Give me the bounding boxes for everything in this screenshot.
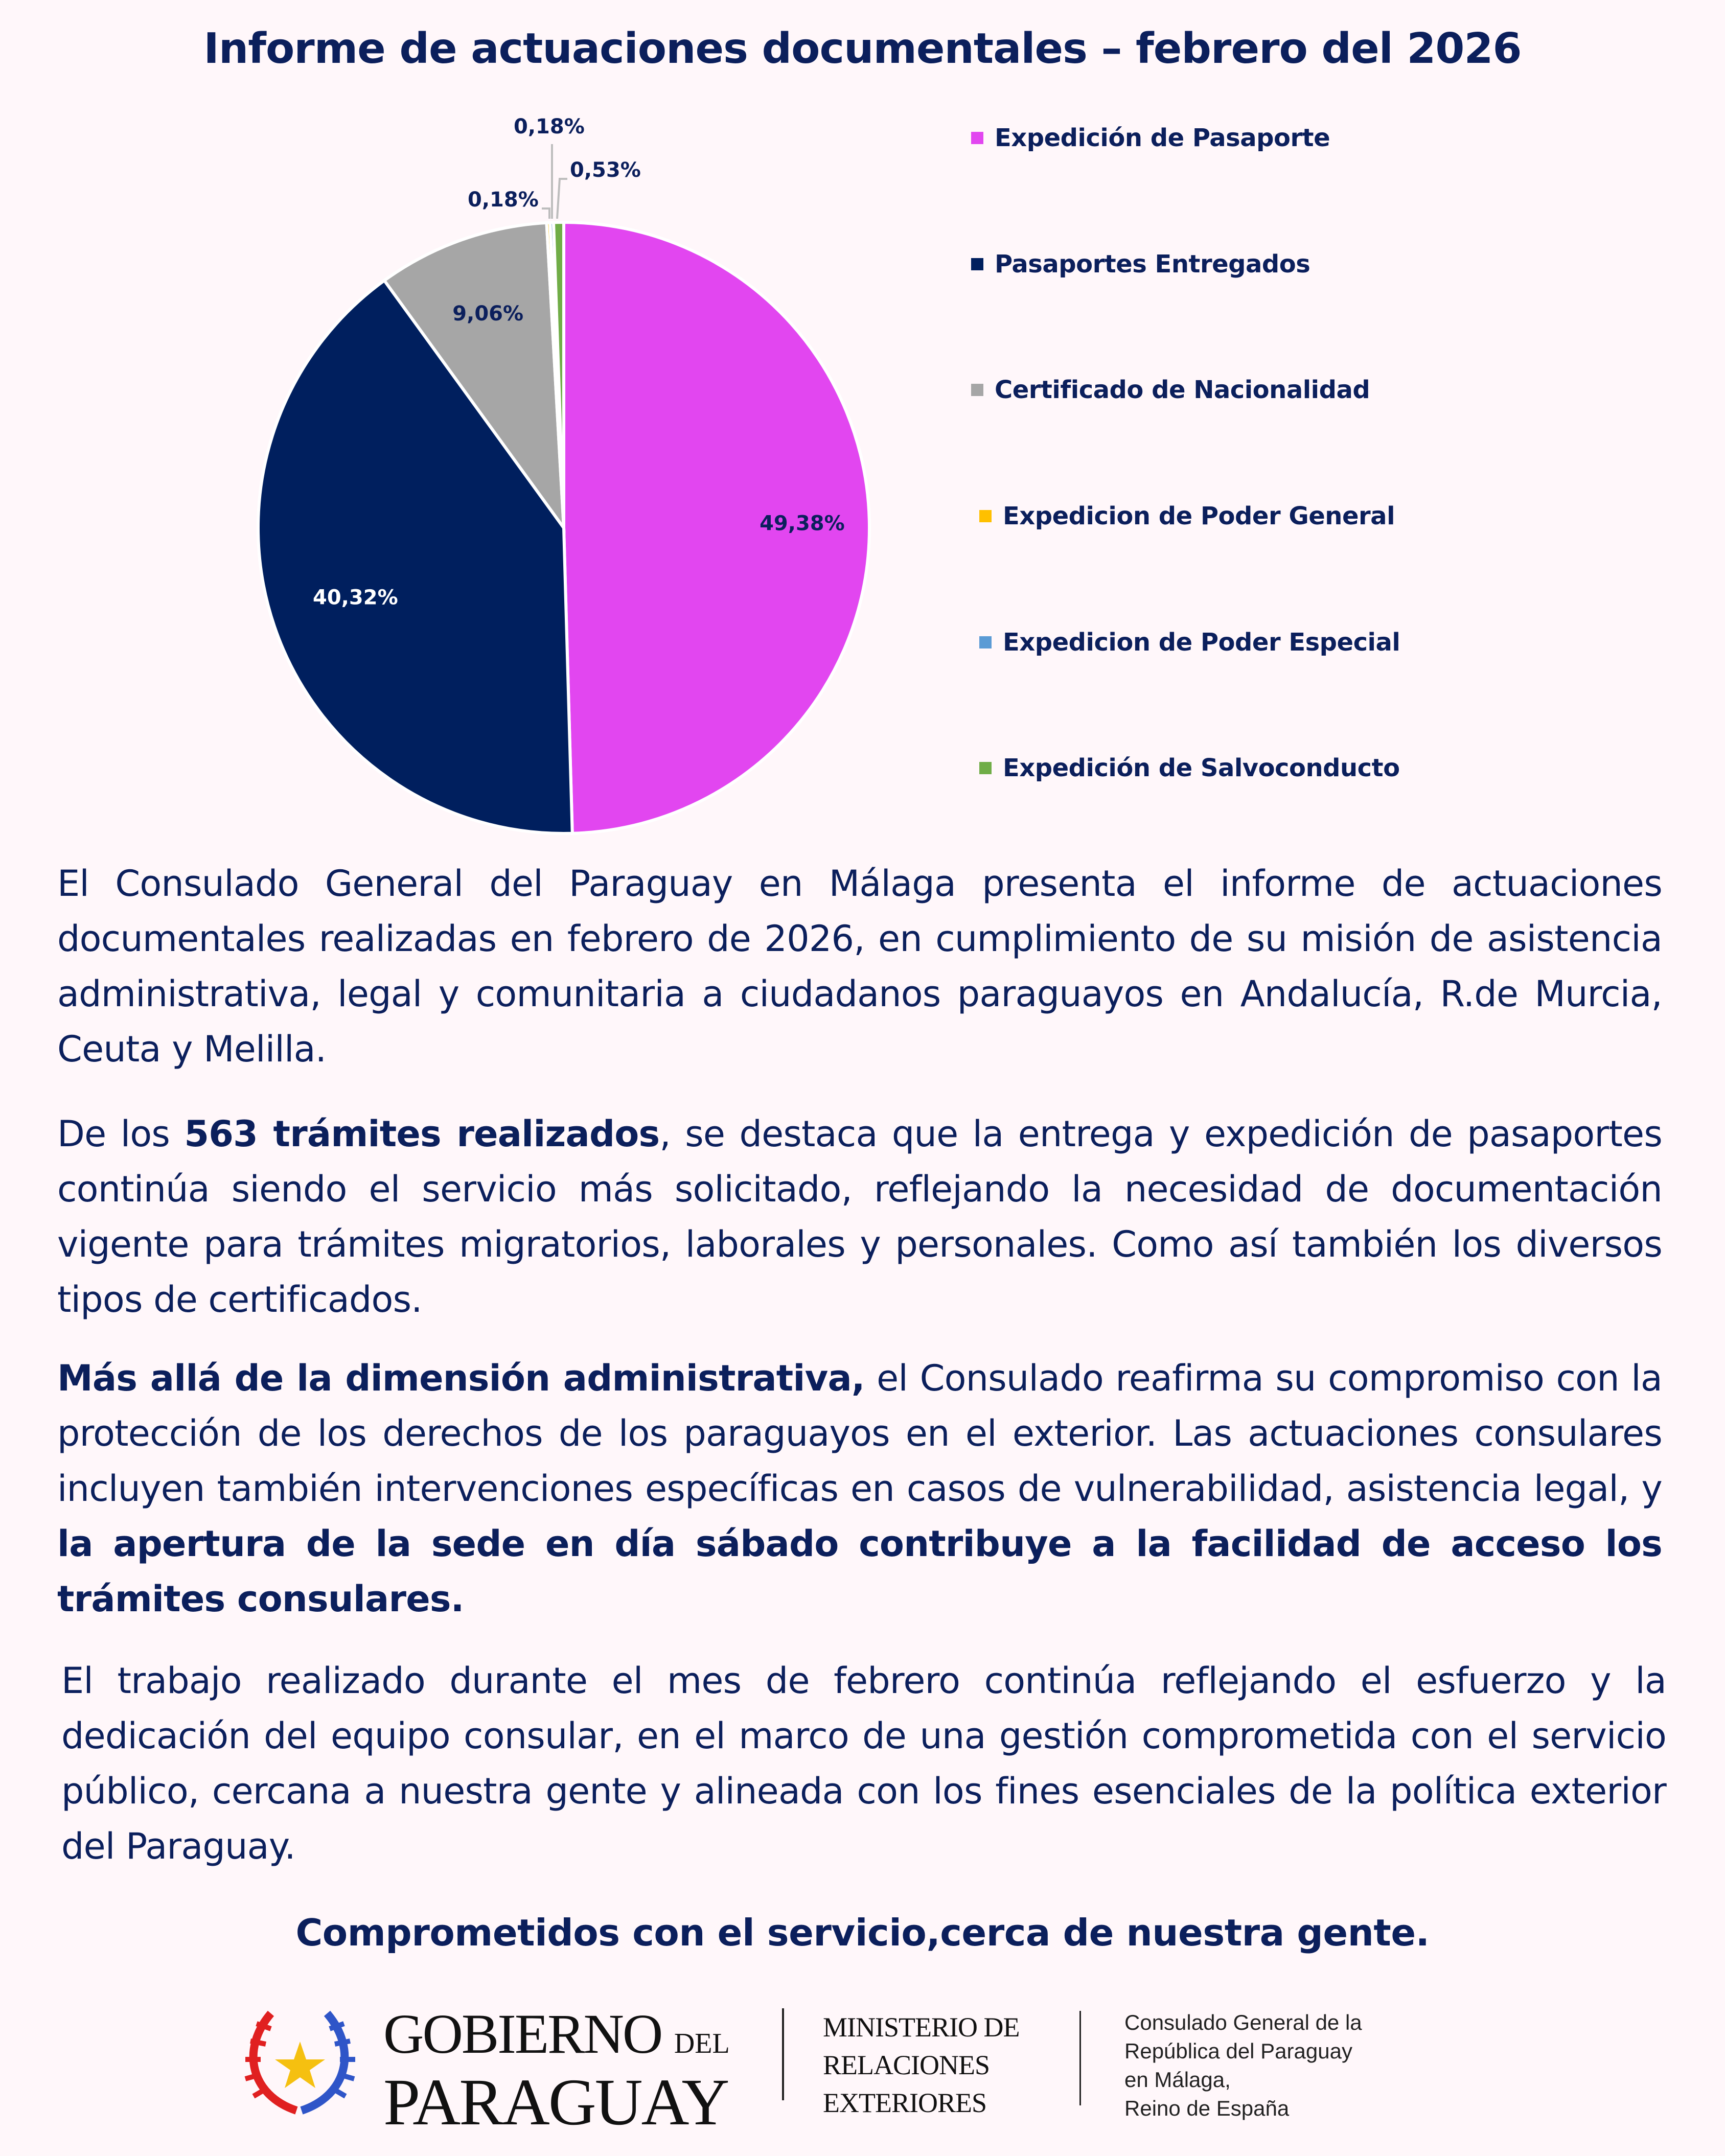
footer-logos [235, 1993, 1462, 2139]
legend-item-expedicion-de-poder-especial [979, 622, 1400, 663]
legend-label: Certificado de Nacionalidad [995, 376, 1370, 404]
leader-line [557, 179, 567, 219]
leader-line [542, 208, 549, 219]
consulate-line: Reino de España [1124, 2096, 1290, 2120]
coat-of-arms-logo [235, 2003, 368, 2121]
legend-swatch [979, 510, 992, 522]
legend-swatch [971, 258, 983, 270]
star-icon [275, 2042, 325, 2088]
data-label-certificado-de-nacionalidad: 9,06% [452, 302, 524, 326]
wordmark-paraguay: PARAGUAY [383, 2066, 728, 2139]
legend-item-pasaportes-entregados [971, 244, 1310, 285]
motto: Comprometidos con el servicio,cerca de nuestra gente. [295, 1911, 1430, 1954]
rights-highlight: Más allá de la dimensión administrativa, [57, 1357, 865, 1399]
data-label-pasaportes-entregados: 40,32% [313, 586, 398, 610]
data-label-expedicion-de-poder-general: 0,18% [468, 188, 539, 212]
legend-swatch [979, 762, 992, 774]
legend-label: Expedicion de Poder General [1003, 502, 1395, 530]
paragraph-closing: El trabajo realizado durante el mes de febrero continúa reflejando el esfuerzo y la dedicación del equipo consular, en el marco de una gestión comprometida con el servicio público, cercana a nuestra gente y alineada con los fines esenciales de la política exterior del Paraguay. [61, 1660, 1666, 1867]
consulate-line: Consulado General de la [1124, 2010, 1362, 2034]
rights-text: el Consulado reafirma su compromiso con la protección de los derechos de los paraguayos en el exterior. Las actuaciones consulares incluyen también intervenciones específicas en casos de vulnerabilidad, asistencia legal, y [57, 1357, 1663, 1510]
divider [782, 2008, 784, 2100]
legend-item-certificado-de-nacionalidad [971, 369, 1370, 410]
legend-item-expedicion-de-pasaporte [971, 118, 1330, 158]
legend-swatch [971, 132, 983, 144]
legend-item-expedicion-de-salvoconducto [979, 748, 1400, 789]
wordmark-gobierno: GOBIERNO [383, 2003, 662, 2065]
paragraph-summary [57, 1106, 1662, 1327]
legend-label: Pasaportes Entregados [995, 250, 1310, 279]
legend-label: Expedición de Salvoconducto [1003, 754, 1400, 782]
consulate-address [1124, 2008, 1362, 2123]
data-label-expedicion-de-pasaporte: 49,38% [760, 512, 845, 536]
ministry-wordmark [823, 2008, 1019, 2122]
summary-text-rest: , se destaca que la entrega y expedición de pasaportes continúa siendo el servicio más solicitado, reflejando la necesidad de documentación vigente para trámites migratorios, laborales y personales. Como así también los diversos tipos de certificados. [57, 1113, 1662, 1320]
data-label-expedicion-de-salvoconducto: 0,53% [570, 158, 641, 182]
legend-label: Expedición de Pasaporte [995, 124, 1330, 152]
consulate-line: en Málaga, [1124, 2068, 1231, 2092]
legend-swatch [979, 636, 992, 648]
wordmark-del: DEL [674, 2028, 730, 2059]
divider [1079, 2011, 1081, 2105]
ministry-line: EXTERIORES [823, 2088, 986, 2118]
legend-item-expedicion-de-poder-general [979, 496, 1395, 537]
data-label-expedicion-de-poder-especial: 0,18% [514, 115, 585, 138]
ministry-line: MINISTERIO DE [823, 2012, 1020, 2043]
saturday-highlight: la apertura de la sede en día sábado contribuye a la facilidad de acceso los trámites consulares. [57, 1523, 1662, 1620]
paragraph-intro: El Consulado General del Paraguay en Málaga presenta el informe de actuaciones documentales realizadas en febrero de 2026, en cumplimiento de su misión de asistencia administrativa, legal y comunitaria a ciudadanos paraguayos en Andalucía, R.de Murcia, Ceuta y Melilla. [57, 863, 1662, 1070]
report-title: Informe de actuaciones documentales – febrero del 2026 [203, 25, 1522, 73]
paragraph-rights [57, 1351, 1662, 1627]
ministry-line: RELACIONES [823, 2050, 990, 2080]
consulate-line: República del Paraguay [1124, 2039, 1352, 2063]
legend-label: Expedicion de Poder Especial [1003, 628, 1400, 657]
government-wordmark [383, 2003, 730, 2139]
legend-swatch [971, 384, 983, 396]
summary-highlight: 563 trámites realizados [184, 1113, 660, 1155]
summary-text-start: De los [57, 1113, 185, 1155]
pie-chart [0, 0, 920, 869]
